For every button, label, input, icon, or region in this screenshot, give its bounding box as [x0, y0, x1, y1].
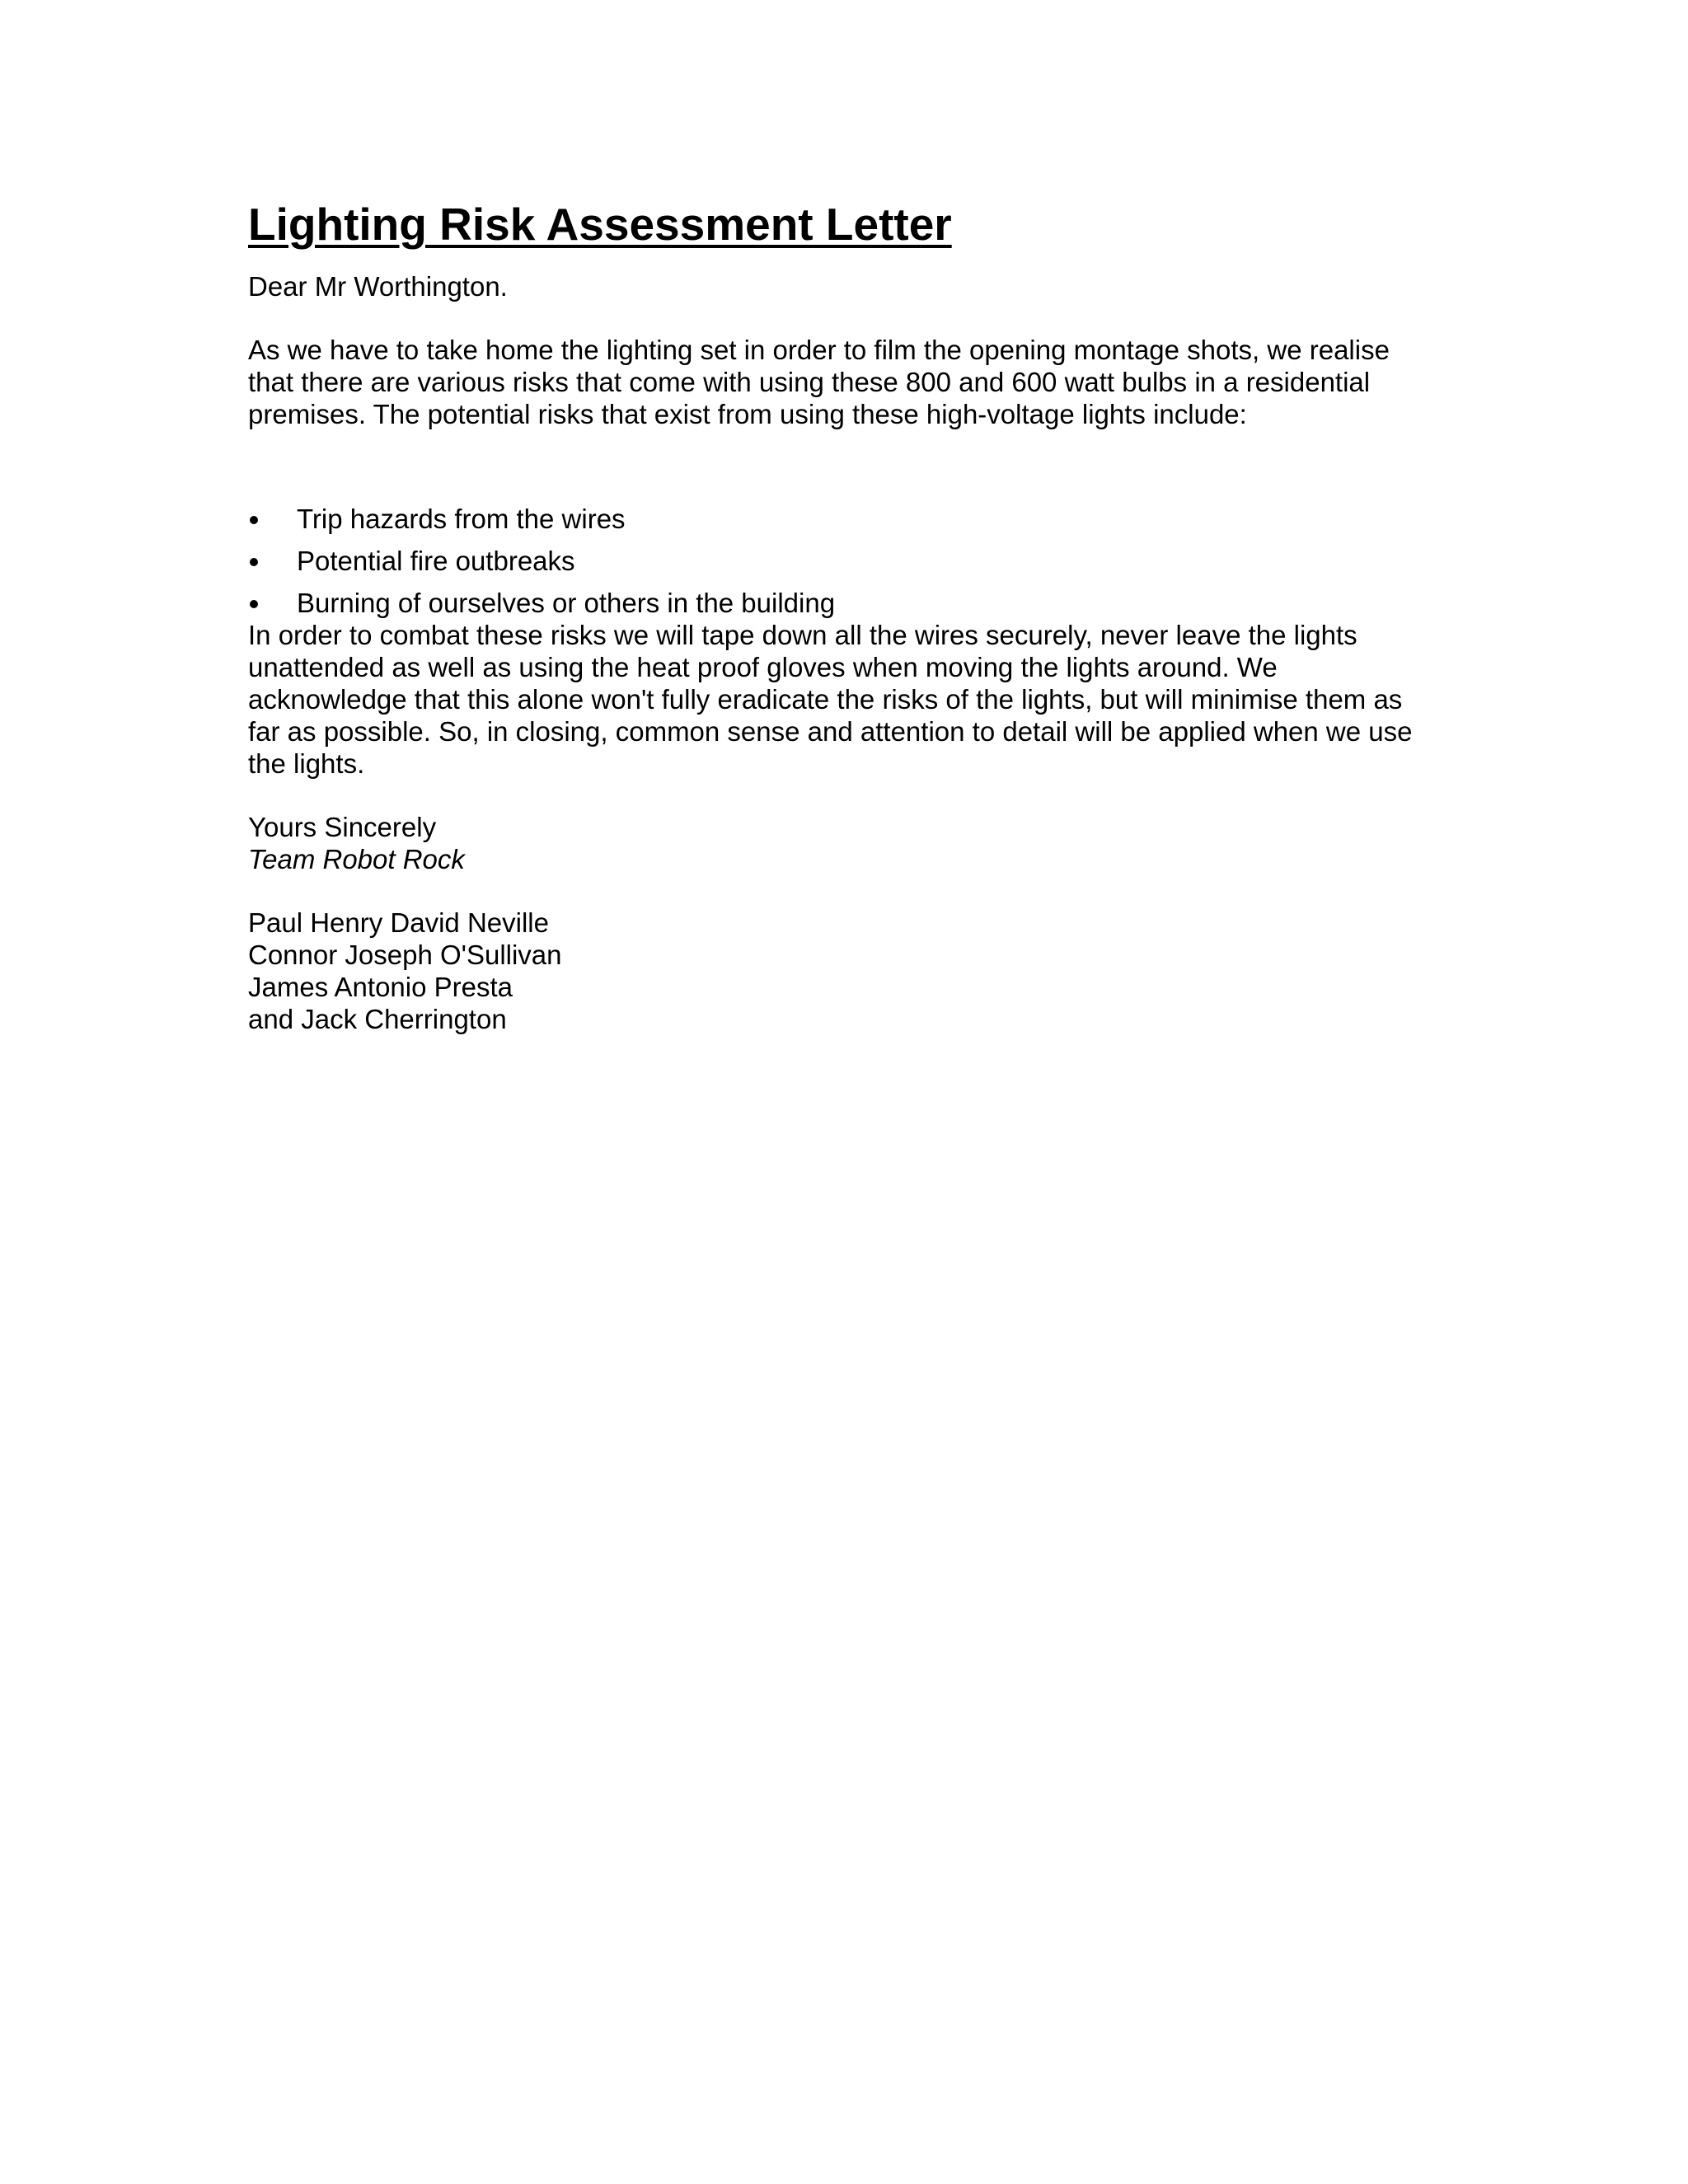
team-name: Team Robot Rock [248, 844, 465, 874]
list-item [248, 587, 1435, 619]
letter-greeting: Dear Mr Worthington. [248, 271, 508, 302]
closing-line: Yours Sincerely [248, 812, 437, 842]
signatory-name: Paul Henry David Neville [248, 907, 549, 938]
bullet-icon [250, 516, 258, 524]
risk-text: Potential fire outbreaks [297, 546, 575, 576]
signatory-name: James Antonio Presta [248, 972, 513, 1002]
signatory-name: Connor Joseph O'Sullivan [248, 940, 562, 970]
mitigation-paragraph: In order to combat these risks we will tape down all the wires securely, never leave the lights unattended as well as using the heat proof gloves when moving the lights around. We acknowledge that this alone won't fully eradicate the risks of the lights, but will minimise them as far as possible. So, in closing, common sense and attention to detail will be applied when we use the lights. [248, 620, 1413, 779]
letter-title: Lighting Risk Assessment Letter [248, 199, 952, 250]
bullet-icon [250, 600, 258, 608]
risk-text: Trip hazards from the wires [297, 504, 626, 534]
signatory-name: and Jack Cherrington [248, 1004, 507, 1034]
risk-text: Burning of ourselves or others in the building [297, 588, 836, 618]
risk-list [248, 503, 1435, 619]
letter-body [248, 194, 1435, 1035]
list-item [248, 545, 1435, 577]
list-item [248, 503, 1435, 535]
bullet-icon [250, 558, 258, 566]
intro-paragraph: As we have to take home the lighting set in order to film the opening montage shots, we realise that there are various risks that come with using these 800 and 600 watt bulbs in a residential premises. The potential risks that exist from using these high-voltage lights include: [248, 335, 1390, 429]
signatory-list [248, 907, 1435, 1035]
